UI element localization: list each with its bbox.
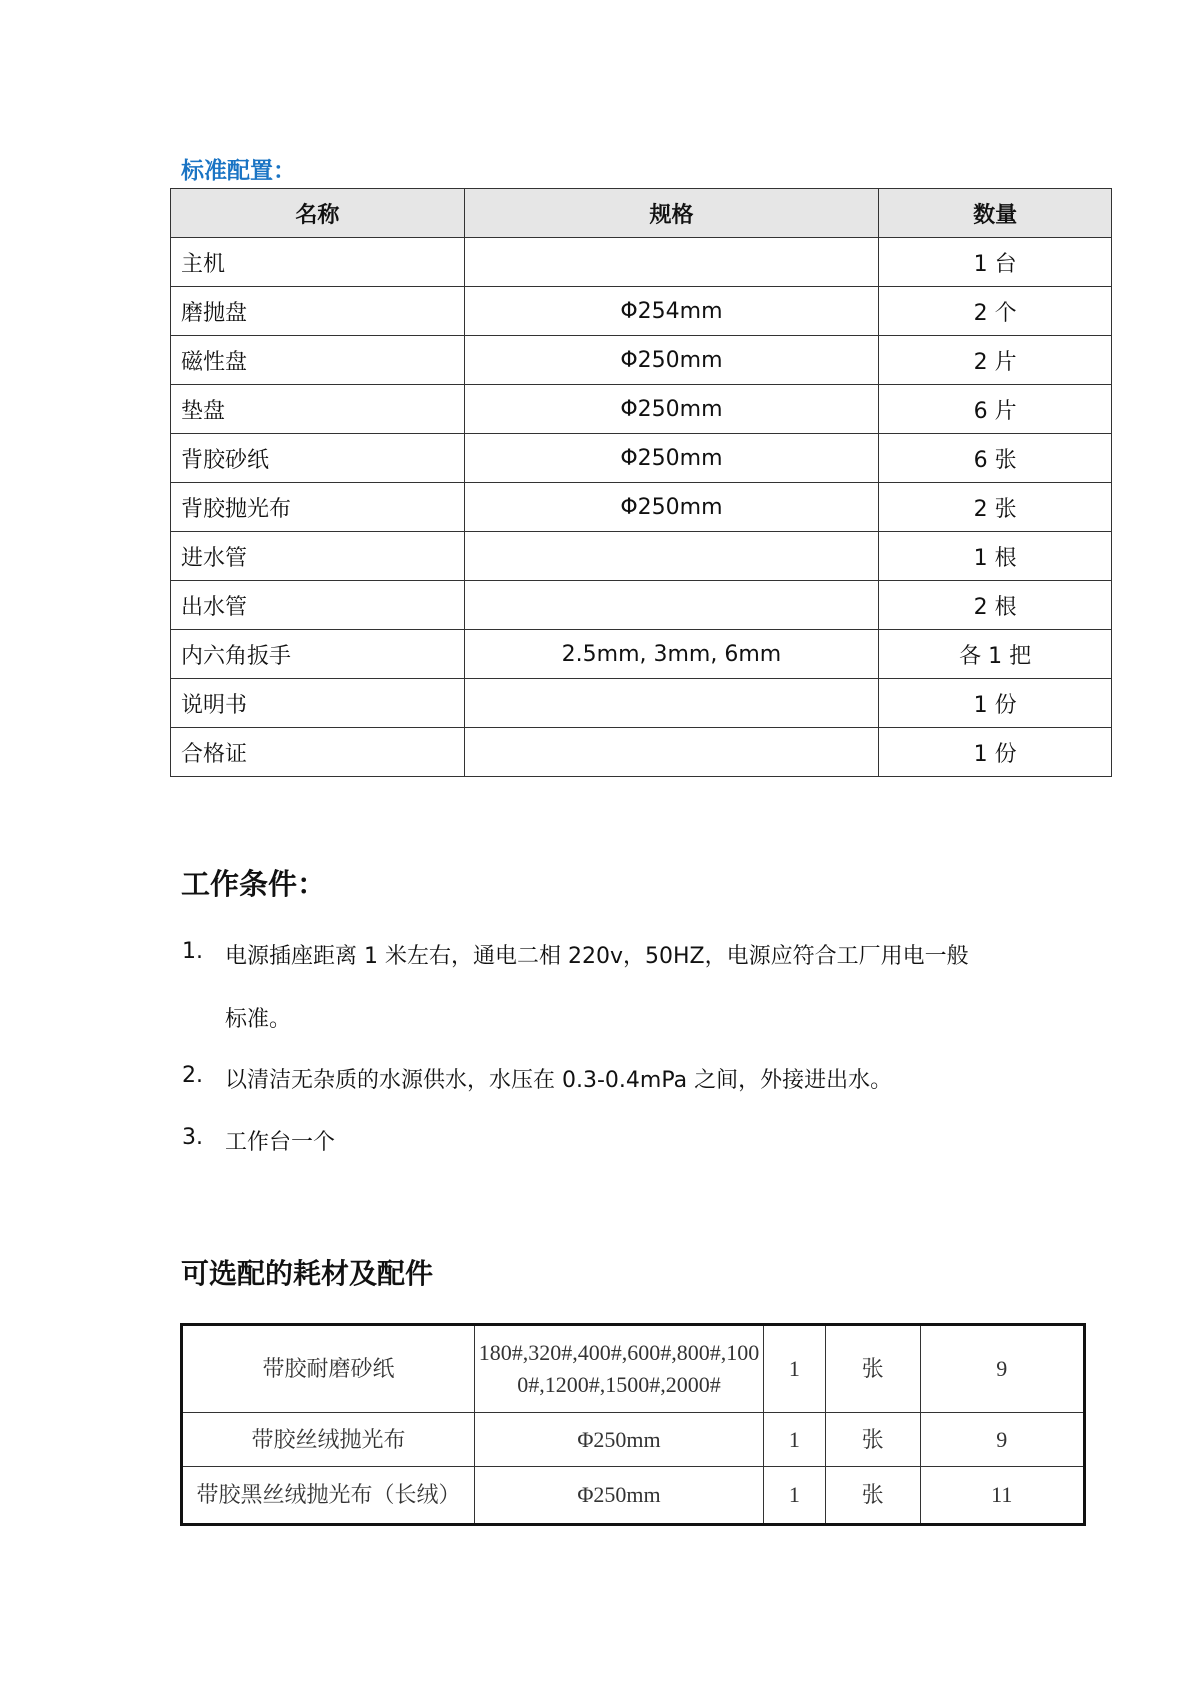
item-unit: 张 — [825, 1467, 920, 1525]
item-quantity: 6 片 — [879, 385, 1112, 434]
item-quantity: 2 个 — [879, 287, 1112, 336]
item-quantity: 2 张 — [879, 483, 1112, 532]
item-spec — [464, 532, 879, 581]
work-conditions-heading: 工作条件： — [181, 867, 327, 901]
standard-config-title: 标准配置： — [181, 158, 296, 184]
column-header: 数量 — [879, 189, 1112, 238]
item-name: 进水管 — [171, 532, 465, 581]
table-row — [171, 532, 1112, 581]
item-unit: 张 — [825, 1325, 920, 1413]
item-spec: 180#,320#,400#,600#,800#,1000#,1200#,1500#,2000# — [475, 1325, 764, 1413]
table-row — [171, 581, 1112, 630]
item-name: 说明书 — [171, 679, 465, 728]
condition-text: 工作台一个 — [225, 1130, 336, 1155]
item-name: 磁性盘 — [171, 336, 465, 385]
item-quantity: 2 根 — [879, 581, 1112, 630]
column-header: 规格 — [464, 189, 879, 238]
column-header: 名称 — [171, 189, 465, 238]
item-spec — [464, 238, 879, 287]
item-quantity: 1 份 — [879, 679, 1112, 728]
optional-accessories-table — [180, 1323, 1086, 1526]
item-spec — [464, 679, 879, 728]
item-name: 内六角扳手 — [171, 630, 465, 679]
list-number: 1. — [182, 939, 203, 964]
item-name: 背胶抛光布 — [171, 483, 465, 532]
table-row — [182, 1325, 1085, 1413]
item-name: 带胶耐磨砂纸 — [182, 1325, 475, 1413]
item-quantity: 6 张 — [879, 434, 1112, 483]
item-name: 带胶黑丝绒抛光布（长绒） — [182, 1467, 475, 1525]
item-name: 合格证 — [171, 728, 465, 777]
item-spec: Φ250mm — [475, 1413, 764, 1467]
item-spec: Φ250mm — [464, 385, 879, 434]
item-name: 带胶丝绒抛光布 — [182, 1413, 475, 1467]
item-quantity: 各 1 把 — [879, 630, 1112, 679]
table-row — [182, 1467, 1085, 1525]
item-price: 9 — [920, 1413, 1085, 1467]
table-row — [171, 336, 1112, 385]
item-quantity: 1 份 — [879, 728, 1112, 777]
standard-config-table — [170, 188, 1112, 777]
item-spec: Φ250mm — [464, 336, 879, 385]
table-row — [171, 630, 1112, 679]
condition-text: 电源插座距离 1 米左右，通电二相 220v，50HZ，电源应符合工厂用电一般 — [225, 944, 969, 969]
item-quantity: 1 — [763, 1413, 825, 1467]
condition-text: 标准。 — [225, 1007, 292, 1032]
item-spec: Φ250mm — [464, 434, 879, 483]
item-name: 磨抛盘 — [171, 287, 465, 336]
item-price: 9 — [920, 1325, 1085, 1413]
table-row — [171, 238, 1112, 287]
table-row — [171, 728, 1112, 777]
item-spec: Φ250mm — [464, 483, 879, 532]
table-row — [171, 385, 1112, 434]
list-number: 3. — [182, 1125, 203, 1150]
item-quantity: 1 — [763, 1467, 825, 1525]
item-quantity: 1 台 — [879, 238, 1112, 287]
item-quantity: 1 根 — [879, 532, 1112, 581]
item-spec — [464, 728, 879, 777]
table-row — [171, 434, 1112, 483]
item-spec — [464, 581, 879, 630]
item-price: 11 — [920, 1467, 1085, 1525]
item-quantity: 2 片 — [879, 336, 1112, 385]
table-row — [171, 287, 1112, 336]
list-number: 2. — [182, 1063, 203, 1088]
item-name: 背胶砂纸 — [171, 434, 465, 483]
table-row — [171, 483, 1112, 532]
optional-accessories-heading: 可选配的耗材及配件 — [181, 1257, 434, 1290]
item-spec: Φ254mm — [464, 287, 879, 336]
item-spec: Φ250mm — [475, 1467, 764, 1525]
item-spec: 2.5mm, 3mm, 6mm — [464, 630, 879, 679]
item-name: 主机 — [171, 238, 465, 287]
item-name: 出水管 — [171, 581, 465, 630]
table-row — [182, 1413, 1085, 1467]
table-row — [171, 679, 1112, 728]
item-unit: 张 — [825, 1413, 920, 1467]
item-quantity: 1 — [763, 1325, 825, 1413]
condition-text: 以清洁无杂质的水源供水，水压在 0.3-0.4mPa 之间，外接进出水。 — [225, 1068, 893, 1093]
table-header-row — [171, 189, 1112, 238]
item-name: 垫盘 — [171, 385, 465, 434]
